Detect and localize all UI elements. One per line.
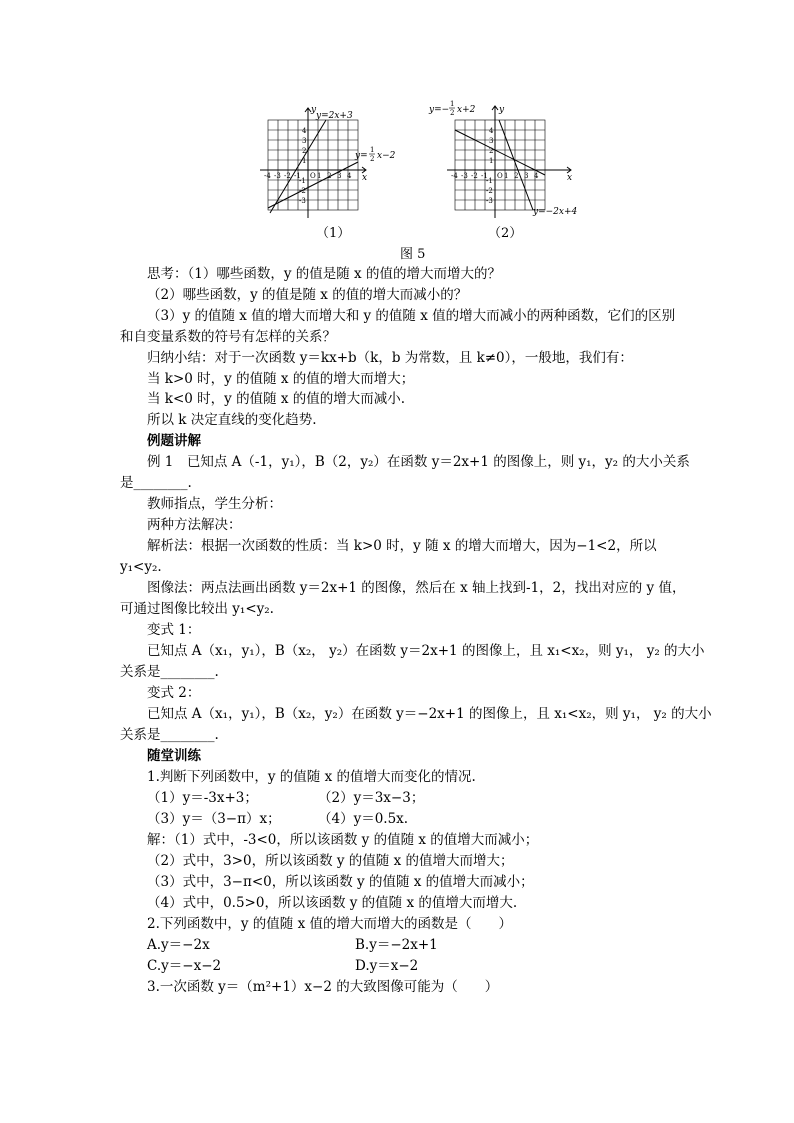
svg-text:y=−: y=− <box>429 105 450 115</box>
text-line: 变式 2： <box>147 685 201 701</box>
graph-1 <box>258 100 398 240</box>
graph-2-caption: （2） <box>488 226 523 241</box>
text-line: 例 1 已知点 A（-1，y₁），B（2，y₂）在函数 y＝2x+1 的图像上，则 y₁，y₂ 的大小关系 <box>147 454 690 470</box>
svg-text:O: O <box>497 172 503 180</box>
svg-text:-2: -2 <box>284 172 291 180</box>
svg-text:1: 1 <box>302 157 307 165</box>
svg-text:x+2: x+2 <box>457 105 476 115</box>
svg-text:-3: -3 <box>486 197 493 205</box>
text-line: y₁<y₂. <box>120 559 162 575</box>
svg-text:-1: -1 <box>486 177 493 185</box>
svg-text:1: 1 <box>504 172 509 180</box>
text-line: 和自变量系数的符号有怎样的关系？ <box>120 329 336 345</box>
svg-text:-3: -3 <box>299 197 306 205</box>
svg-text:2: 2 <box>327 172 332 180</box>
svg-text:1: 1 <box>317 172 322 180</box>
svg-text:-2: -2 <box>486 187 493 195</box>
svg-text:-3: -3 <box>461 172 468 180</box>
svg-text:-3: -3 <box>274 172 281 180</box>
svg-text:-1: -1 <box>481 172 488 180</box>
graph-2-grid <box>455 120 545 210</box>
text-line: 解析法：根据一次函数的性质：当 k>0 时，y 随 x 的增大而增大，因为−1<2，所以 <box>147 538 657 554</box>
svg-text:4: 4 <box>489 127 494 135</box>
text-line: （1）y＝-3x+3； <box>147 790 258 806</box>
text-line: （2）哪些函数，y 的值是随 x 的值的增大而减小的？ <box>147 287 468 303</box>
svg-text:3: 3 <box>489 137 494 145</box>
text-line: 图像法：两点法画出函数 y＝2x+1 的图像，然后在 x 轴上找到-1，2，找出对应的 y 值， <box>147 580 686 596</box>
text-line: 可通过图像比较出 y₁<y₂. <box>120 601 274 617</box>
text-line: C.y＝−x−2 <box>147 958 222 974</box>
graph-1-x-label: x <box>362 173 368 183</box>
graph-1-grid <box>268 120 358 210</box>
text-line: 3.一次函数 y＝（m²+1）x−2 的大致图像可能为（ ） <box>147 979 499 995</box>
text-line: （2）y＝3x−3； <box>318 790 425 806</box>
text-line: 所以 k 决定直线的变化趋势. <box>147 412 317 428</box>
text-line: 1.判断下列函数中，y 的值随 x 的值增大而变化的情况. <box>147 769 476 785</box>
text-line: 是________. <box>120 475 192 491</box>
svg-text:-2: -2 <box>471 172 478 180</box>
figure-title: 图 5 <box>400 247 426 262</box>
graph-1-line-a-label: y=2x+3 <box>316 111 353 121</box>
svg-text:3: 3 <box>337 172 342 180</box>
svg-text:3: 3 <box>302 137 307 145</box>
graph-1-y-label: y <box>311 105 317 115</box>
text-line: 当 k<0 时，y 的值随 x 的值的增大而减小. <box>147 391 406 407</box>
graph-1-axes <box>260 108 366 218</box>
graph-2-y-label: y <box>499 105 505 115</box>
svg-text:4: 4 <box>347 172 352 180</box>
svg-text:3: 3 <box>524 172 529 180</box>
text-line: B.y＝−2x+1 <box>355 937 438 953</box>
text-line: 已知点 A（x₁，y₁），B（x₂，y₂）在函数 y＝−2x+1 的图像上，且 x₁<x₂，则 y₁， y₂ 的大小 <box>147 706 712 722</box>
svg-text:4: 4 <box>302 127 307 135</box>
text-line: 解：（1）式中，-3<0，所以该函数 y 的值随 x 的值增大而减小； <box>147 832 539 848</box>
svg-text:2: 2 <box>450 109 455 117</box>
svg-text:2: 2 <box>514 172 519 180</box>
svg-text:2: 2 <box>489 147 494 155</box>
text-line: 已知点 A（x₁，y₁），B（x₂， y₂）在函数 y＝2x+1 的图像上，且 x₁<x₂，则 y₁， y₂ 的大小 <box>147 643 705 659</box>
graph-2-line-a-label <box>428 100 476 117</box>
section-heading: 随堂训练 <box>147 748 201 764</box>
graph-2-lines <box>455 120 545 210</box>
svg-text:-2: -2 <box>299 187 306 195</box>
svg-text:1: 1 <box>489 157 494 165</box>
svg-text:2: 2 <box>370 155 375 163</box>
svg-text:-4: -4 <box>451 172 458 180</box>
text-line: 两种方法解决： <box>147 517 242 533</box>
svg-text:4: 4 <box>534 172 539 180</box>
text-line: （3）y 的值随 x 值的增大而增大和 y 的值随 x 值的增大而减小的两种函数，它们的区别 <box>147 308 676 324</box>
svg-text:x−2: x−2 <box>377 151 396 161</box>
graph-2 <box>425 100 585 240</box>
text-line: 当 k>0 时，y 的值随 x 的值的增大而增大； <box>147 371 415 387</box>
graph-2-line-b-label: y=−2x+4 <box>533 207 578 217</box>
svg-text:y=: y= <box>355 151 368 161</box>
svg-text:-1: -1 <box>294 172 301 180</box>
text-line: 关系是________. <box>120 727 219 743</box>
text-line: D.y＝x−2 <box>355 958 419 974</box>
graph-2-axes <box>447 106 571 218</box>
svg-text:1: 1 <box>450 100 455 108</box>
text-line: 教师指点，学生分析： <box>147 496 282 512</box>
graph-1-line-b-label <box>354 146 396 163</box>
text-line: 2.下列函数中，y 的值随 x 值的增大而增大的函数是（ ） <box>147 916 512 932</box>
text-line: 思考：（1）哪些函数，y 的值是随 x 的值的增大而增大的？ <box>147 266 501 282</box>
text-line: 变式 1： <box>147 622 201 638</box>
svg-text:-4: -4 <box>264 172 271 180</box>
graph-1-lines <box>268 120 358 213</box>
svg-text:-1: -1 <box>299 177 306 185</box>
text-line: 关系是________. <box>120 664 219 680</box>
text-line: A.y＝−2x <box>147 937 210 953</box>
text-line: （3）式中，3−π<0，所以该函数 y 的值随 x 的值增大而减小； <box>147 874 534 890</box>
graph-1-caption: （1） <box>316 226 351 241</box>
text-line: （3）y＝（3−π）x； <box>147 811 281 827</box>
text-line: （4）y＝0.5x. <box>318 811 409 827</box>
text-line: （4）式中，0.5>0，所以该函数 y 的值随 x 的值增大而增大. <box>147 895 518 911</box>
text-line: 归纳小结：对于一次函数 y＝kx+b（k，b 为常数，且 k≠0），一般地，我们有： <box>147 350 633 366</box>
text-line: （2）式中，3>0，所以该函数 y 的值随 x 的值增大而增大； <box>147 853 514 869</box>
svg-text:O: O <box>310 172 316 180</box>
svg-text:2: 2 <box>302 147 307 155</box>
svg-text:1: 1 <box>370 146 375 154</box>
graph-2-x-label: x <box>567 173 573 183</box>
section-heading: 例题讲解 <box>147 433 201 449</box>
